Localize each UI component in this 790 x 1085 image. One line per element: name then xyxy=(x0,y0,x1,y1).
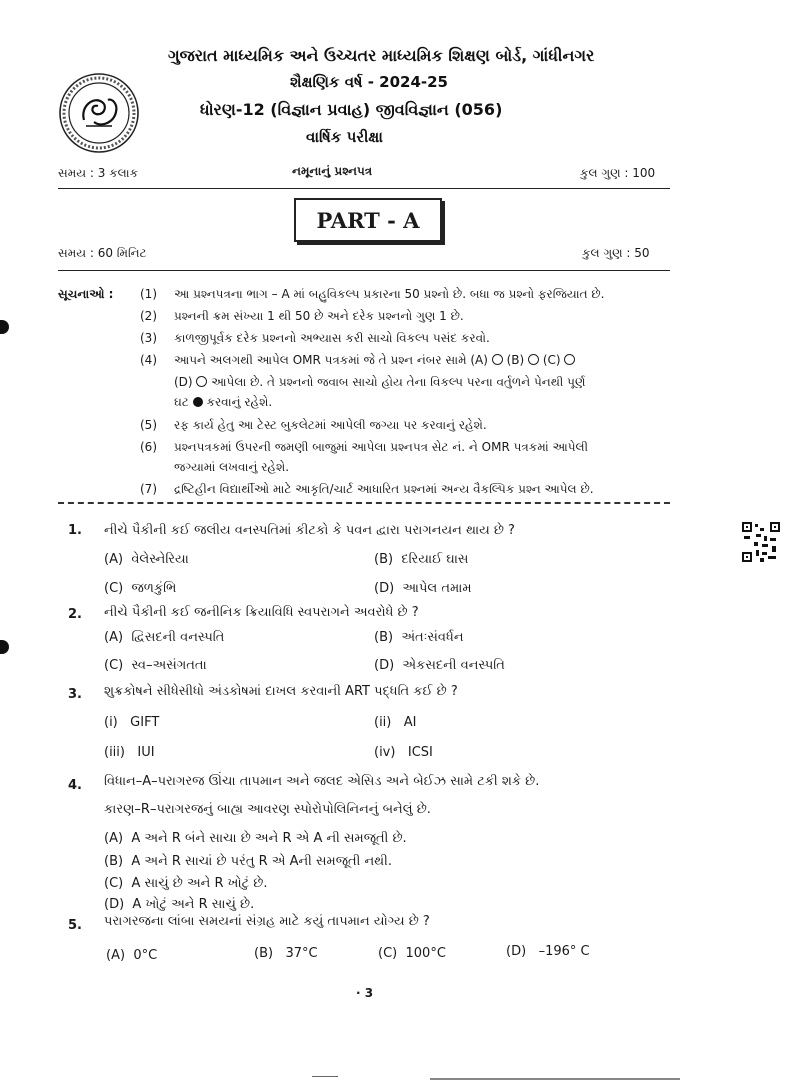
instruction-text: કરવાનું રહેશે. xyxy=(206,395,273,409)
page-number: · 3 xyxy=(356,986,374,1000)
option-d: (D) A ખોટું અને R સાચું છે. xyxy=(104,897,255,912)
option-d-label: (D) xyxy=(174,375,193,389)
punch-hole-mark xyxy=(0,640,9,654)
exam-name: વાર્ષિક પરીક્ષા xyxy=(306,128,383,146)
option-c-label: (C) xyxy=(542,353,561,367)
option-d: (D) આપેલ તમામ xyxy=(374,581,472,596)
part-title-box xyxy=(294,198,442,242)
question-number: 4. xyxy=(68,778,82,793)
part-divider xyxy=(58,270,670,271)
instruction-number: (5) xyxy=(140,418,157,432)
option-a: (A) વેલેસ્નેરિયા xyxy=(104,552,189,567)
instruction-text: આ પ્રશ્નપત્રના ભાગ – A માં બહુવિકલ્પ પ્રકારના 50 પ્રશ્નો છે. બધા જ પ્રશ્નો ફરજિયાત છે. xyxy=(174,287,605,301)
board-name: ગુજરાત માધ્યમિક અને ઉચ્ચતર માધ્યમિક શિક્ષણ બોર્ડ, ગાંધીનગર xyxy=(168,46,595,65)
option-ii: (ii) AI xyxy=(374,715,417,730)
option-d: (D) એકસદની વનસ્પતિ xyxy=(374,658,505,673)
instruction-number: (3) xyxy=(140,331,157,345)
empty-circle-icon xyxy=(492,354,503,365)
option-b: (B) દરિયાઈ ઘાસ xyxy=(374,552,469,567)
punch-hole-mark xyxy=(0,320,9,334)
question-text: વિધાન–A–પરાગરજ ઊંચા તાપમાન અને જલદ એસિડ અને બેઈઝ સામે ટકી શકે છે. xyxy=(104,774,540,789)
question-text: પરાગરજના લાંબા સમયનાં સંગ્રહ માટે કયું તાપમાન યોગ્ય છે ? xyxy=(104,914,430,929)
instruction-text: આપેલા છે. તે પ્રશ્નનો જવાબ સાચો હોય તેના વિકલ્પ પરના વર્તુળને પેનથી પૂર્ણ xyxy=(211,375,586,389)
exam-time: સમય : 3 કલાક xyxy=(58,166,139,180)
option-iv: (iv) ICSI xyxy=(374,745,433,760)
instruction-row xyxy=(174,353,575,368)
question-number: 5. xyxy=(68,918,82,933)
option-c: (C) સ્વ–અસંગતતા xyxy=(104,658,207,673)
bottom-mark xyxy=(312,1076,338,1077)
question-text: નીચે પૈકીની કઈ જનીનિક ક્રિયાવિધિ સ્વપરાગને અવરોધે છે ? xyxy=(104,605,419,620)
instruction-text: જગ્યામાં લખવાનું રહેશે. xyxy=(174,460,290,474)
question-text: શુક્રકોષને સીધેસીધો અંડકોષમાં દાખલ કરવાની ART પદ્ધતિ કઈ છે ? xyxy=(104,684,458,699)
instructions-label: સૂચનાઓ : xyxy=(58,287,114,301)
option-i: (i) GIFT xyxy=(104,715,160,730)
instruction-number: (1) xyxy=(140,287,157,301)
filled-circle-icon xyxy=(193,397,203,407)
board-seal-logo xyxy=(58,72,140,154)
option-d: (D) –196° C xyxy=(506,944,590,959)
option-b: (B) A અને R સાચાં છે પરંતુ R એ Aની સમજૂતી નથી. xyxy=(104,854,392,869)
instruction-text: પ્રશ્નપત્રકમાં ઉપરની જમણી બાજુમાં આપેલા પ્રશ્નપત્ર સેટ નં. ને OMR પત્રકમાં આપેલી xyxy=(174,440,589,454)
instruction-number: (7) xyxy=(140,482,157,496)
subject-title: ધોરણ-12 (વિજ્ઞાન પ્રવાહ) જીવવિજ્ઞાન (056) xyxy=(200,100,503,119)
option-b: (B) 37°C xyxy=(254,946,318,961)
instructions-divider xyxy=(58,502,670,504)
qr-code-icon xyxy=(742,522,780,562)
question-reason: કારણ–R–પરાગરજનું બાહ્ય આવરણ સ્પોરોપોલિનિનનું બનેલું છે. xyxy=(104,802,431,817)
total-marks: કુલ ગુણ : 100 xyxy=(580,166,656,180)
option-iii: (iii) IUI xyxy=(104,745,155,760)
part-marks: કુલ ગુણ : 50 xyxy=(582,246,650,260)
option-c: (C) A સાચું છે અને R ખોટું છે. xyxy=(104,876,268,891)
option-c: (C) જળકુંભિ xyxy=(104,581,177,596)
paper-type: નમૂનાનું પ્રશ્નપત્ર xyxy=(292,164,373,178)
empty-circle-icon xyxy=(196,376,207,387)
instruction-number: (6) xyxy=(140,440,157,454)
option-b-label: (B) xyxy=(506,353,525,367)
option-a: (A) 0°C xyxy=(106,948,158,963)
instruction-row xyxy=(174,375,585,390)
instruction-text: કાળજીપૂર્વક દરેક પ્રશ્નનો અભ્યાસ કરી સાચો વિકલ્પ પસંદ કરવો. xyxy=(174,331,490,345)
part-title: PART - A xyxy=(316,207,420,233)
question-number: 2. xyxy=(68,607,82,622)
instruction-text: રફ કાર્ય હેતુ આ ટેસ્ટ બુકલેટમાં આપેલી જગ્યા પર કરવાનું રહેશે. xyxy=(174,418,487,432)
empty-circle-icon xyxy=(564,354,575,365)
instruction-text: પ્રશ્નની ક્રમ સંખ્યા 1 થી 50 છે અને દરેક પ્રશ્નનો ગુણ 1 છે. xyxy=(174,309,464,323)
option-a: (A) A અને R બંને સાચા છે અને R એ A ની સમજૂતી છે. xyxy=(104,831,407,846)
instruction-number: (4) xyxy=(140,353,157,367)
instruction-row xyxy=(174,395,272,410)
part-time: સમય : 60 મિનિટ xyxy=(58,246,147,260)
header-divider xyxy=(58,188,670,189)
empty-circle-icon xyxy=(528,354,539,365)
question-number: 3. xyxy=(68,687,82,702)
question-number: 1. xyxy=(68,523,82,538)
instruction-number: (2) xyxy=(140,309,157,323)
bottom-edge-line xyxy=(430,1078,680,1080)
instruction-text: ઘટ xyxy=(174,395,189,409)
instruction-text: દ્રષ્ટિહીન વિદ્યાર્થીઓ માટે આકૃતિ/ચાર્ટ આધારિત પ્રશ્નમાં અન્ય વૈકલ્પિક પ્રશ્ન આપેલ છે. xyxy=(174,482,594,496)
option-b: (B) અંતઃસંવર્ધન xyxy=(374,630,464,645)
question-text: નીચે પૈકીની કઈ જલીય વનસ્પતિમાં કીટકો કે પવન દ્વારા પરાગનયન થાય છે ? xyxy=(104,523,515,538)
option-c: (C) 100°C xyxy=(378,946,446,961)
academic-year: શૈક્ષણિક વર્ષ - 2024-25 xyxy=(290,73,448,91)
instruction-text: આપને અલગથી આપેલ OMR પત્રકમાં જે તે પ્રશ્ન નંબર સામે (A) xyxy=(174,353,488,367)
option-a: (A) દ્વિસદની વનસ્પતિ xyxy=(104,630,225,645)
